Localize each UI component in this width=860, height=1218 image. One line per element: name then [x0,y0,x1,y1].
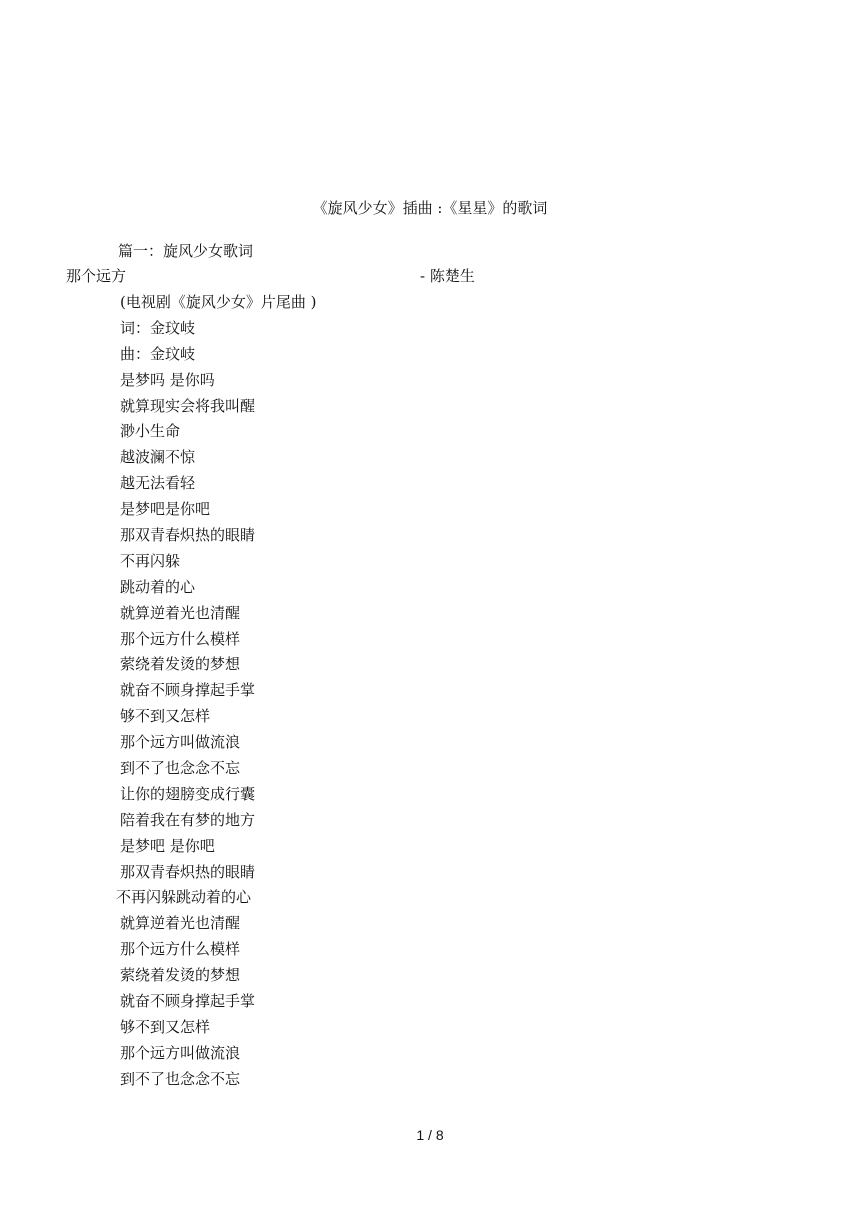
lyric-line: 就算逆着光也清醒 [120,603,241,622]
lyric-line: 不再闪躲 [120,551,181,570]
lyric-line: 萦绕着发烫的梦想 [120,655,241,674]
lyric-line: 陪着我在有梦的地方 [120,810,256,829]
lyric-line: 让你的翅膀变成行囊 [120,784,256,803]
lyric-line: 是梦吧是你吧 [120,500,211,519]
page-number: 1 / 8 [416,1127,444,1143]
lyric-line: 到不了也念念不忘 [120,759,241,778]
song-title: 那个远方 [66,267,127,285]
lyric-line: 那双青春炽热的眼睛 [120,526,256,545]
lyric-line: 那双青春炽热的眼睛 [120,862,256,881]
lyric-line: 那个远方什么模样 [120,940,241,959]
lyric-line: 是梦吗 是你吗 [120,370,215,389]
lyrics-list [116,292,317,1095]
lyric-line: 萦绕着发烫的梦想 [120,966,241,985]
lyric-line: 就奋不顾身撑起手掌 [120,992,256,1011]
lyric-line: 到不了也念念不忘 [120,1069,241,1088]
lyric-line: 就算逆着光也清醒 [120,914,241,933]
lyric-line: 就奋不顾身撑起手掌 [120,681,256,700]
lyric-line: 渺小生命 [120,422,181,441]
lyric-line: 跳动着的心 [120,577,196,596]
lyric-line: 不再闪躲跳动着的心 [116,888,252,907]
section-heading: 篇一：旋风少女歌词 [118,242,254,260]
lyric-line: 是梦吧 是你吧 [120,836,215,855]
lyric-line: 越波澜不惊 [120,448,196,467]
lyric-line: 越无法看轻 [120,474,196,493]
lyric-line: 够不到又怎样 [120,1017,211,1036]
lyric-line: 那个远方什么模样 [120,629,241,648]
document-title: 《旋风少女》插曲 :《星星》的歌词 [312,199,548,217]
lyric-line: 够不到又怎样 [120,707,211,726]
lyric-line: 就算现实会将我叫醒 [120,396,256,415]
lyric-line: 那个远方叫做流浪 [120,1043,241,1062]
lyric-line: 那个远方叫做流浪 [120,733,241,752]
lyric-line: (电视剧《旋风少女》片尾曲 ) [120,293,317,311]
song-artist: - 陈楚生 [420,267,475,285]
lyric-line: 曲：金玟岐 [120,344,196,363]
lyric-line: 词：金玟岐 [120,318,196,337]
